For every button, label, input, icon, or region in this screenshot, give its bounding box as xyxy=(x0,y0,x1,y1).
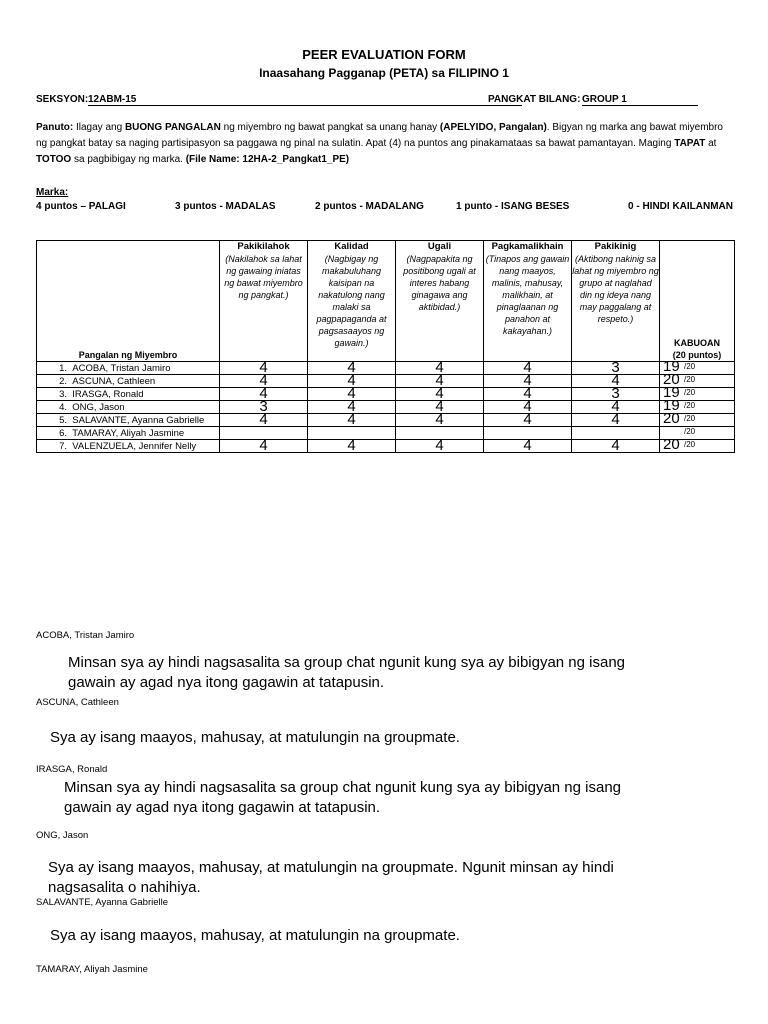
criterion-header xyxy=(220,241,308,362)
section-group-line xyxy=(36,94,736,108)
score-cell: 3 xyxy=(572,388,660,401)
member-name-cell xyxy=(37,362,220,375)
total-denominator: /20 xyxy=(684,375,696,384)
row-number: 4. xyxy=(59,401,67,413)
score-cell: 4 xyxy=(484,401,572,414)
total-score: 19 xyxy=(663,397,680,414)
table-row xyxy=(37,388,735,401)
score-cell: 4 xyxy=(308,440,396,453)
total-cell xyxy=(660,436,735,453)
total-denominator: /20 xyxy=(684,414,696,423)
comment-line: Sya ay isang maayos, mahusay, at matulungin na groupmate. Ngunit minsan ay hindi xyxy=(48,859,614,876)
comment-text xyxy=(64,778,764,818)
member-name: IRASGA, Ronald xyxy=(72,388,144,400)
scale-0: 0 - HINDI KAILANMAN xyxy=(628,201,733,212)
total-denominator: /20 xyxy=(684,427,696,436)
seksyon-label: SEKSYON: xyxy=(36,94,89,105)
comment-line: nagsasalita o nahihiya. xyxy=(48,879,201,896)
comment-name: IRASGA, Ronald xyxy=(36,764,108,775)
comment-name: ASCUNA, Cathleen xyxy=(36,697,119,708)
instr-t3: . Bigyan ng marka ang bawat miyembro ng pangkat batay sa naging partisipasyon sa paggawa ng pinal na sulatin. Apat (4) na puntos ang pinakamataas sa bawat pamantayan. Maging xyxy=(36,122,723,149)
scale-3: 3 puntos - MADALAS xyxy=(175,201,276,212)
criterion-header xyxy=(572,241,660,362)
total-score: 20 xyxy=(663,410,680,427)
comment-name: ONG, Jason xyxy=(36,830,89,841)
criterion-name: Kalidad xyxy=(334,241,369,252)
comment-text xyxy=(50,728,750,748)
comment-line: Sya ay isang maayos, mahusay, at matulungin na groupmate. xyxy=(50,927,460,944)
score-cell: 4 xyxy=(484,388,572,401)
member-name-cell xyxy=(37,375,220,388)
total-denominator: /20 xyxy=(684,440,696,449)
total-score: 19 xyxy=(663,384,680,401)
score-cell: 4 xyxy=(396,414,484,427)
member-name-cell xyxy=(37,388,220,401)
seksyon-field xyxy=(88,94,522,106)
pangkat-field xyxy=(582,94,698,106)
panuto-label: Panuto: xyxy=(36,122,74,133)
comment-line: gawain ay agad nya itong gagawin at tatapusin. xyxy=(64,799,381,816)
criterion-desc: (Nagpapakita ng positibong ugali at interes habang ginagawa ang aktibidad.) xyxy=(403,254,476,312)
comment-text xyxy=(50,926,750,946)
comment-name: TAMARAY, Aliyah Jasmine xyxy=(36,964,148,975)
comment-line: Minsan sya ay hindi nagsasalita sa group chat ngunit kung sya ay bibigyan ng isang xyxy=(68,654,626,671)
comment-name: SALAVANTE, Ayanna Gabrielle xyxy=(36,897,169,908)
score-cell: 4 xyxy=(220,362,308,375)
comment-text xyxy=(68,653,768,693)
member-name: ACOBA, Tristan Jamiro xyxy=(72,362,171,374)
score-cell: 4 xyxy=(220,388,308,401)
table-row xyxy=(37,414,735,427)
score-cell: 4 xyxy=(572,440,660,453)
row-number: 5. xyxy=(59,414,67,426)
comment-line: Minsan sya ay hindi nagsasalita sa group chat ngunit kung sya ay bibigyan ng isang xyxy=(64,779,622,796)
score-cell: 4 xyxy=(484,362,572,375)
score-cell: 4 xyxy=(220,440,308,453)
score-cell: 4 xyxy=(572,401,660,414)
table-row xyxy=(37,401,735,414)
score-cell: 4 xyxy=(308,375,396,388)
marka-label: Marka: xyxy=(36,187,69,198)
criterion-name: Ugali xyxy=(427,241,452,252)
member-name: ONG, Jason xyxy=(72,401,125,413)
instr-b5: (File Name: 12HA-2_Pangkat1_PE) xyxy=(185,154,350,165)
total-denominator: /20 xyxy=(684,388,696,397)
pangkat-value: GROUP 1 xyxy=(582,94,627,105)
score-cell: 4 xyxy=(220,375,308,388)
table-header-row xyxy=(37,241,735,362)
total-header-2: (20 puntos) xyxy=(672,350,722,360)
evaluation-table xyxy=(36,240,735,453)
criterion-desc: (Nagbigay ng makabuluhang kaisipan na nakatulong nang malaki sa pagpapaganda at pagsasaayos ng gawain.) xyxy=(316,254,387,348)
row-number: 7. xyxy=(59,440,67,452)
instr-b3: TAPAT xyxy=(674,138,706,149)
name-column-header: Pangalan ng Miyembro xyxy=(37,241,220,362)
score-cell: 4 xyxy=(308,414,396,427)
member-name: ASCUNA, Cathleen xyxy=(72,375,156,387)
criterion-name: Pakikilahok xyxy=(237,241,290,252)
score-cell: 4 xyxy=(484,440,572,453)
criterion-name: Pagkamalikhain xyxy=(491,241,564,252)
criterion-name: Pakikinig xyxy=(594,241,637,252)
criterion-desc: (Tinapos ang gawain nang maayos, malinis, mahusay, malikhain, at pinaglaanan ng panahon at kakayahan.) xyxy=(485,254,570,336)
member-name-cell xyxy=(37,440,220,453)
scale-4: 4 puntos – PALAGI xyxy=(36,201,126,212)
score-cell: 4 xyxy=(572,375,660,388)
instr-t2: ng miyembro ng bawat pangkat sa unang hanay xyxy=(220,122,440,133)
table-row xyxy=(37,440,735,453)
score-cell: 4 xyxy=(484,414,572,427)
form-title: PEER EVALUATION FORM xyxy=(302,47,466,62)
score-cell: 4 xyxy=(572,414,660,427)
score-cell: 4 xyxy=(396,440,484,453)
instructions-text xyxy=(36,120,736,168)
row-number: 6. xyxy=(59,427,67,439)
score-cell: 4 xyxy=(220,414,308,427)
instr-b4: TOTOO xyxy=(36,154,72,165)
total-denominator: /20 xyxy=(684,362,696,371)
table-row xyxy=(37,362,735,375)
table-row xyxy=(37,375,735,388)
score-cell: 4 xyxy=(396,388,484,401)
member-name-cell xyxy=(37,401,220,414)
total-header-1: KABUOAN xyxy=(674,338,720,348)
instr-t4: at xyxy=(705,138,717,149)
criterion-header xyxy=(484,241,572,362)
scale-1: 1 punto - ISANG BESES xyxy=(456,201,570,212)
form-subtitle: Inaasahang Pagganap (PETA) sa FILIPINO 1 xyxy=(259,66,509,80)
score-cell: 4 xyxy=(308,388,396,401)
total-score: 19 xyxy=(663,358,680,375)
instr-t5: sa pagbibigay ng marka. xyxy=(71,154,186,165)
total-score: 20 xyxy=(663,371,680,388)
score-cell: 3 xyxy=(572,362,660,375)
instr-b1: BUONG PANGALAN xyxy=(124,122,221,133)
criterion-header xyxy=(396,241,484,362)
score-cell: 4 xyxy=(396,362,484,375)
criterion-desc: (Nakilahok sa lahat ng gawaing iniatas ng bawat miyembro ng pangkat.) xyxy=(224,254,303,300)
member-name-cell xyxy=(37,427,220,440)
score-cell: 4 xyxy=(308,401,396,414)
row-number: 1. xyxy=(59,362,67,374)
comment-line: gawain ay agad nya itong gagawin at tatapusin. xyxy=(68,674,385,691)
row-number: 3. xyxy=(59,388,67,400)
total-denominator: /20 xyxy=(684,401,696,410)
score-cell: 4 xyxy=(396,401,484,414)
member-name-cell xyxy=(37,414,220,427)
table-row xyxy=(37,427,735,440)
criterion-header xyxy=(308,241,396,362)
instr-t1: Ilagay ang xyxy=(73,122,125,133)
row-number: 2. xyxy=(59,375,67,387)
score-cell: 3 xyxy=(220,401,308,414)
total-score: 20 xyxy=(663,436,680,453)
seksyon-value: 12ABM-15 xyxy=(88,94,137,105)
scale-2: 2 puntos - MADALANG xyxy=(315,201,424,212)
member-name: VALENZUELA, Jennifer Nelly xyxy=(72,440,197,452)
comment-name: ACOBA, Tristan Jamiro xyxy=(36,630,135,641)
pangkat-label: PANGKAT BILANG: xyxy=(488,94,581,105)
score-cell: 4 xyxy=(308,362,396,375)
comment-line: Sya ay isang maayos, mahusay, at matulungin na groupmate. xyxy=(50,729,460,746)
score-cell: 4 xyxy=(484,375,572,388)
criterion-desc: (Aktibong nakinig sa lahat ng miyembro ng grupo at naglahad din ng ideya nang may paggalang at respeto.) xyxy=(572,254,659,324)
member-name: SALAVANTE, Ayanna Gabrielle xyxy=(72,414,205,426)
member-name: TAMARAY, Aliyah Jasmine xyxy=(72,427,185,439)
instructions xyxy=(36,120,736,168)
comment-text xyxy=(48,858,748,898)
instr-b2: (APELYIDO, Pangalan) xyxy=(439,122,547,133)
total-cell xyxy=(660,410,735,427)
total-column-header xyxy=(660,241,735,362)
score-cell: 4 xyxy=(396,375,484,388)
